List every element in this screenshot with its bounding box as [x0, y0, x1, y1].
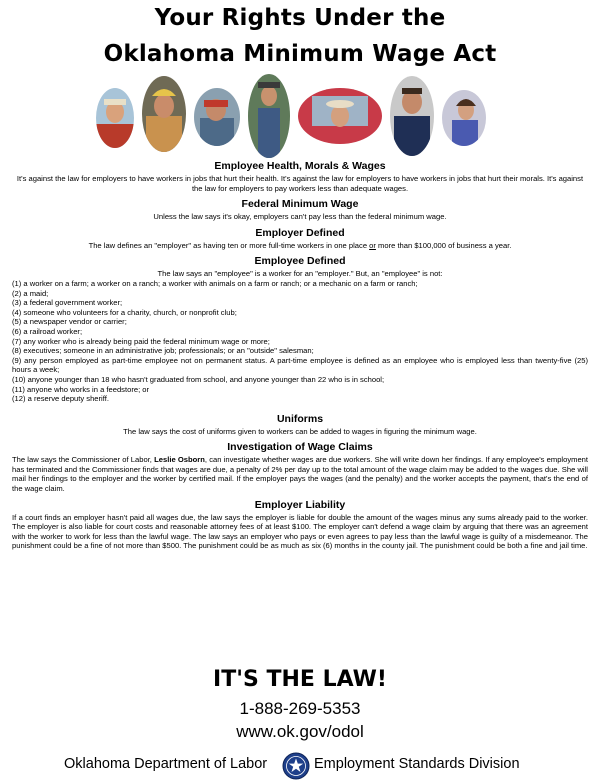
oklahoma-state-seal-icon: [282, 752, 310, 780]
section-heading-investigation: Investigation of Wage Claims: [227, 441, 373, 454]
list-item: (1) a worker on a farm; a worker on a ranch; a worker with animals on a farm or ranch; or a mechanic on a farm or ranch;: [12, 278, 418, 288]
waitress-photo: [442, 90, 486, 146]
hardhat-worker-photo: [142, 76, 186, 152]
list-item: (2) a maid;: [12, 288, 49, 298]
commissioner-name: Leslie Osborn: [154, 455, 205, 465]
worker-photo-strip: [92, 74, 504, 160]
phone-number: 1-888-269-5353: [239, 699, 361, 718]
section-text-investigation: [12, 455, 588, 493]
list-item: (8) executives; someone in an administrative job; professionals; or an "outside" salesman;: [12, 346, 314, 356]
section-text-uniforms: The law says the cost of uniforms given to workers can be added to wages in figuring the minimum wage.: [123, 426, 477, 436]
division-name: Employment Standards Division: [314, 756, 520, 772]
website-url: www.ok.gov/odol: [236, 722, 364, 741]
employer-text-or: or: [369, 240, 376, 250]
list-item: (12) a reserve deputy sheriff.: [12, 394, 109, 404]
employee-intro: The law says an "employee" is a worker for an "employer." But, an "employee" is not:: [157, 269, 443, 279]
section-text-employer: [12, 241, 588, 251]
investigation-text-before: The law says the Commissioner of Labor,: [12, 455, 155, 465]
truck-driver-photo: [298, 88, 382, 144]
section-heading-uniforms: Uniforms: [276, 412, 324, 425]
section-heading-liability: Employer Liability: [254, 498, 346, 511]
list-item: (4) someone who volunteers for a charity, church, or nonprofit club;: [12, 307, 237, 317]
section-text-federal: Unless the law says it's okay, employers can't pay less than the federal minimum wage.: [153, 212, 447, 222]
department-name: Oklahoma Department of Labor: [64, 756, 268, 772]
worker-in-cap-photo: [96, 88, 134, 148]
list-item: (7) any worker who is already being paid the federal minimum wage or more;: [12, 336, 270, 346]
list-item: (6) a railroad worker;: [12, 326, 83, 336]
footer: [0, 752, 600, 778]
section-heading-employee: Employee Defined: [254, 255, 346, 268]
employer-text-after: more than $100,000 of business a year.: [375, 240, 512, 250]
list-item: (3) a federal government worker;: [12, 298, 123, 308]
list-item: (9) any person employed as part-time employee not on permanent status. A part-time employee is defined as an employee who is employed less than twenty-five (25) hours a week;: [12, 355, 588, 375]
list-item: (10) anyone younger than 18 who hasn't graduated from school, and anyone younger than 22 who is in school;: [12, 374, 385, 384]
employee-exclusion-list: [12, 279, 588, 404]
field-worker-photo: [248, 74, 290, 158]
poster-title-line1: Your Rights Under the: [154, 5, 446, 31]
its-the-law-banner: IT'S THE LAW!: [213, 667, 387, 692]
police-officer-photo: [390, 76, 434, 156]
section-heading-health: Employee Health, Morals & Wages: [214, 160, 386, 172]
section-text-health: It's against the law for employers to have workers in jobs that hurt their health. It's against the law for employers to have workers in jobs that hurt their morals. It's against the law for employers to pay workers less than adequate wages.: [16, 174, 584, 193]
list-item: (11) anyone who works in a feedstore; or: [12, 384, 150, 394]
section-heading-employer: Employer Defined: [255, 226, 345, 239]
welder-photo: [194, 88, 240, 146]
employer-text-before: The law defines an "employer" as having ten or more full-time workers in one place: [88, 240, 370, 250]
section-text-liability: If a court finds an employer hasn't paid all wages due, the law says the employer is liable for double the amount of the wages minus any sums already paid to the worker. The employer is also liable for court costs and reasonable attorney fees of at least $100. The employer can't defend a wage claim by arguing that there was an agreement with the worker to work for less than the lawful wage. The law says an employer who pays or even agrees to pay less than the lawful wage is guilty of a misdemeanor. The punishment could be a fine of not more than $500. The punishment could be as much as six (6) months in the county jail. The punishment could be both a fine and jail time.: [12, 512, 588, 551]
list-item: (5) a newspaper vendor or carrier;: [12, 317, 127, 327]
section-heading-federal: Federal Minimum Wage: [241, 198, 359, 211]
investigation-text-after: , can investigate whether wages are due workers. She will write down her findings. If any employee's employment has terminated and the Commissioner finds that wages are due, a penalty of 2% per day up to the total amount of the wage claim may be added to the wages due. She will mail her findings to the employer and the worker by certified mail. If the employer pays the wages (and the penalty) and the worker accepts the payment, that's the end of the wage claim.: [12, 455, 589, 494]
poster-body: [12, 158, 588, 551]
poster-title-line2: Oklahoma Minimum Wage Act: [103, 41, 497, 67]
